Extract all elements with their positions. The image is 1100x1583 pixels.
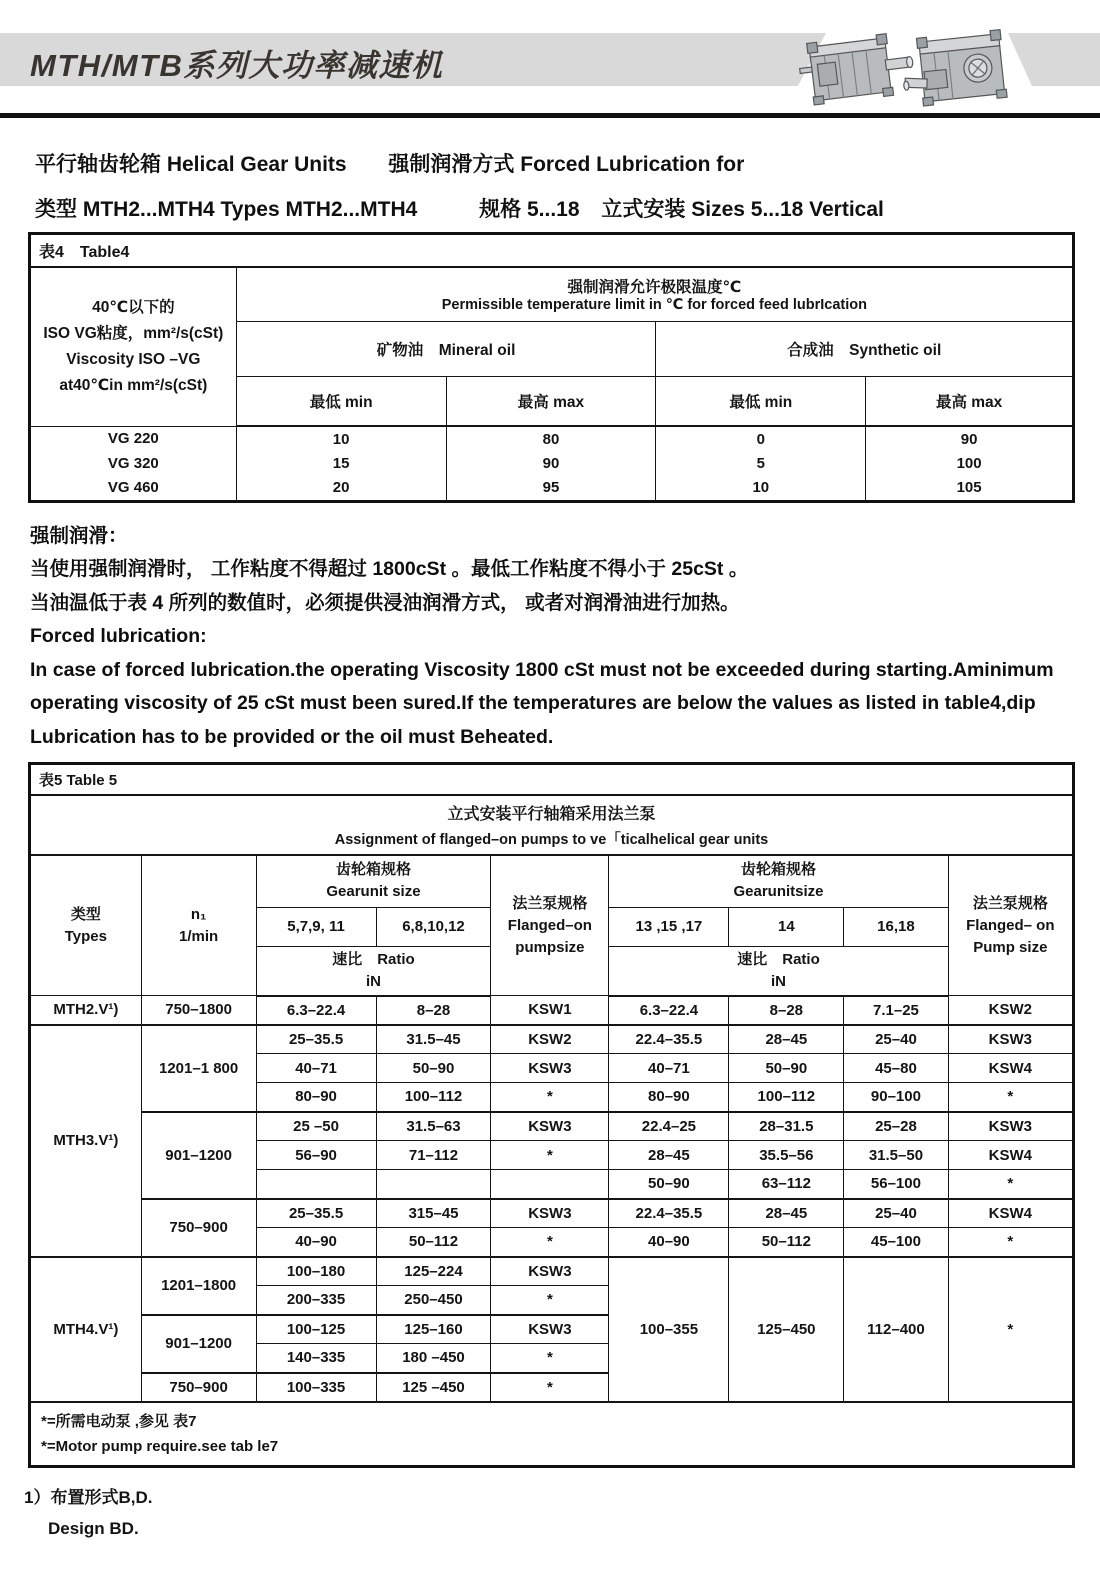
table5 xyxy=(28,762,1075,1468)
table-cell: * xyxy=(948,1228,1073,1257)
column-header: 5,7,9, 11 xyxy=(256,907,376,946)
note-zh-line: 当使用强制润滑时， 工作粘度不得超过 1800cSt 。最低工作粘度不得小于 25cSt 。 xyxy=(30,558,749,580)
table-cell: 112–400 xyxy=(844,1257,948,1402)
column-header: 最高 max xyxy=(446,376,656,426)
table-cell-text: 齿轮箱规格 xyxy=(741,861,817,879)
forced-lubrication-note xyxy=(30,520,1100,755)
table5-caption: 表5 Table 5 xyxy=(30,764,1074,796)
speed-cell: 901–1200 xyxy=(141,1315,256,1373)
table-cell: 125–450 xyxy=(729,1257,844,1402)
speed-cell: 1201–1 800 xyxy=(141,1025,256,1112)
table-cell-text: Flanged– on xyxy=(966,916,1055,934)
note-en-title: Forced lubrication: xyxy=(30,625,207,647)
table-cell: 100–112 xyxy=(376,1083,491,1112)
table-cell-text: iN xyxy=(365,972,381,990)
table-cell: * xyxy=(491,1083,609,1112)
table-cell: 90 xyxy=(446,451,656,476)
header-divider xyxy=(0,113,1100,118)
speed-cell: 901–1200 xyxy=(141,1112,256,1199)
table-cell: 50–90 xyxy=(376,1054,491,1083)
table-cell: KSW3 xyxy=(491,1199,609,1228)
table-cell-text: Gearunitsize xyxy=(733,883,824,901)
table-cell: 125–224 xyxy=(376,1257,491,1286)
table5-title-cell xyxy=(30,795,1074,855)
table-cell: KSW1 xyxy=(491,996,609,1025)
table-cell: * xyxy=(491,1373,609,1402)
table-cell: 28–45 xyxy=(609,1141,729,1170)
table-cell: 200–335 xyxy=(256,1286,376,1315)
table-cell: 22.4–25 xyxy=(609,1112,729,1141)
column-header: 16,18 xyxy=(844,907,948,946)
table-cell: 31.5–45 xyxy=(376,1025,491,1054)
intro-types-label: 类型 MTH2...MTH4 Types MTH2...MTH4 xyxy=(35,198,418,221)
column-header: 13 ,15 ,17 xyxy=(609,907,729,946)
table-cell: 90–100 xyxy=(844,1083,948,1112)
table-cell: KSW4 xyxy=(948,1054,1073,1083)
pump-size-column-header xyxy=(491,855,609,996)
table-cell: 10 xyxy=(236,426,446,451)
table-cell: 750–1800 xyxy=(141,996,256,1025)
table5-title-zh: 立式安装平行轴箱采用法兰泵 xyxy=(447,805,656,823)
gearunit-size-group-header xyxy=(609,855,948,907)
table-cell: 140–335 xyxy=(256,1344,376,1373)
table-cell: 7.1–25 xyxy=(844,996,948,1025)
viscosity-header-cell xyxy=(30,267,237,426)
ratio-header xyxy=(256,946,491,996)
table-cell: 100–180 xyxy=(256,1257,376,1286)
table-cell: 100–335 xyxy=(256,1373,376,1402)
note-en-line: Lubrication has to be provided or the oil must Beheated. xyxy=(30,725,554,748)
speed-cell: 750–900 xyxy=(141,1373,256,1402)
banner-stripe-right xyxy=(1008,33,1100,86)
table-cell: 28–31.5 xyxy=(729,1112,844,1141)
intro-sizes-label: 规格 5...18 xyxy=(479,198,580,221)
type-cell: MTH2.V¹) xyxy=(30,996,142,1025)
table4 xyxy=(28,232,1075,503)
design-footnote-en: Design BD. xyxy=(48,1518,139,1538)
table-cell-text: Gearunit size xyxy=(326,883,421,901)
table-cell-text: 40℃以下的 xyxy=(92,298,175,316)
column-header: 最低 min xyxy=(656,376,866,426)
table-cell: 80–90 xyxy=(609,1083,729,1112)
table-cell: 63–112 xyxy=(729,1170,844,1199)
table-cell: KSW2 xyxy=(948,996,1073,1025)
table-cell: 100–355 xyxy=(609,1257,729,1402)
table-cell: 31.5–63 xyxy=(376,1112,491,1141)
column-header: 6,8,10,12 xyxy=(376,907,491,946)
page-header xyxy=(0,0,1100,122)
intro-heading xyxy=(35,142,1100,232)
table-cell-text: 法兰泵规格 xyxy=(512,894,588,912)
table5-footnote-cell xyxy=(30,1402,1074,1467)
table-cell: * xyxy=(948,1083,1073,1112)
table-cell: 90 xyxy=(866,426,1074,451)
table-cell: 45–100 xyxy=(844,1228,948,1257)
speed-cell: 1201–1800 xyxy=(141,1257,256,1315)
types-column-header xyxy=(30,855,142,996)
column-header: 最低 min xyxy=(236,376,446,426)
mineral-oil-header-cell: 矿物油 Mineral oil xyxy=(236,321,656,376)
ratio-header xyxy=(609,946,948,996)
table-cell: 125 –450 xyxy=(376,1373,491,1402)
table-cell-text: Viscosity ISO –VG xyxy=(66,350,201,368)
type-cell: MTH3.V¹) xyxy=(30,1025,142,1257)
table-cell: 8–28 xyxy=(376,996,491,1025)
table-cell: 50–112 xyxy=(376,1228,491,1257)
table-cell: 105 xyxy=(866,476,1074,501)
table-row xyxy=(30,476,1074,501)
table-cell xyxy=(256,1170,376,1199)
table-row xyxy=(30,1112,1074,1141)
table-cell: 0 xyxy=(656,426,866,451)
gearbox-right-icon xyxy=(899,30,1007,108)
table5-footnote-en: *=Motor pump require.see tab le7 xyxy=(41,1437,279,1455)
note-zh-line: 当油温低于表 4 所列的数值时，必须提供浸油润滑方式， 或者对润滑油进行加热。 xyxy=(30,591,740,614)
table-cell: 40–90 xyxy=(256,1228,376,1257)
table-cell: KSW3 xyxy=(948,1025,1073,1054)
table-cell: KSW2 xyxy=(491,1025,609,1054)
table-row xyxy=(30,996,1074,1025)
table-cell: KSW3 xyxy=(948,1112,1073,1141)
table-cell: 56–90 xyxy=(256,1141,376,1170)
design-footnote xyxy=(24,1482,1100,1544)
table-cell: 100–125 xyxy=(256,1315,376,1344)
table-cell: * xyxy=(491,1344,609,1373)
table-cell: 80 xyxy=(446,426,656,451)
table-cell-text: 类型 xyxy=(70,905,101,923)
table-cell xyxy=(376,1170,491,1199)
table-row xyxy=(30,855,1074,907)
table-cell: VG 460 xyxy=(30,476,237,501)
table-row xyxy=(30,451,1074,476)
table-cell: * xyxy=(491,1228,609,1257)
speed-column-header xyxy=(141,855,256,996)
column-header: 14 xyxy=(729,907,844,946)
table-cell: 56–100 xyxy=(844,1170,948,1199)
table-cell-text: pumpsize xyxy=(515,938,585,956)
table-cell: KSW3 xyxy=(491,1315,609,1344)
table-cell: 6.3–22.4 xyxy=(256,996,376,1025)
table-cell: 25–40 xyxy=(844,1025,948,1054)
table-row xyxy=(30,426,1074,451)
table-cell: * xyxy=(491,1286,609,1315)
table-cell: 22.4–35.5 xyxy=(609,1025,729,1054)
table-cell: * xyxy=(948,1170,1073,1199)
table-cell: KSW3 xyxy=(491,1257,609,1286)
table-cell: 31.5–50 xyxy=(844,1141,948,1170)
table5-title-en: Assignment of flanged–on pumps to ve「ticalhelical gear units xyxy=(334,831,769,848)
table-cell: 100 xyxy=(866,451,1074,476)
table-cell: * xyxy=(491,1141,609,1170)
table-cell: 95 xyxy=(446,476,656,501)
table-cell: 8–28 xyxy=(729,996,844,1025)
table-cell: 40–90 xyxy=(609,1228,729,1257)
table-cell-text: Types xyxy=(64,927,107,945)
note-en-line: In case of forced lubrication.the operating Viscosity 1800 cSt must not be exceeded during starting.Aminimum xyxy=(30,658,1054,681)
table-cell: 22.4–35.5 xyxy=(609,1199,729,1228)
gearbox-left-icon xyxy=(798,31,916,106)
gearunit-size-group-header xyxy=(256,855,491,907)
intro-units-label: 平行轴齿轮箱 Helical Gear Units xyxy=(35,153,347,176)
gearbox-illustration xyxy=(798,22,1016,112)
table-cell-text: 速比 Ratio xyxy=(737,950,820,968)
speed-cell: 750–900 xyxy=(141,1199,256,1257)
table-cell-text: 1/min xyxy=(179,927,219,945)
table-cell: 6.3–22.4 xyxy=(609,996,729,1025)
table-cell: VG 320 xyxy=(30,451,237,476)
intro-lubrication-label: 强制润滑方式 Forced Lubrication for xyxy=(388,153,745,176)
table-row xyxy=(30,1257,1074,1286)
table-cell: 15 xyxy=(236,451,446,476)
intro-line-2 xyxy=(35,187,1100,232)
table-cell: 50–112 xyxy=(729,1228,844,1257)
table-cell-text: Flanged–on xyxy=(507,916,592,934)
intro-line-1 xyxy=(35,142,1100,187)
table-cell-text: n₁ xyxy=(190,905,207,923)
table-cell: KSW3 xyxy=(491,1112,609,1141)
table-cell-text: ISO VG粘度，mm²/s(cSt) xyxy=(43,324,224,342)
synthetic-oil-header-cell: 合成油 Synthetic oil xyxy=(656,321,1074,376)
table-row xyxy=(30,795,1074,855)
table-cell: 250–450 xyxy=(376,1286,491,1315)
table-row xyxy=(30,764,1074,796)
table-row xyxy=(30,234,1074,268)
table-cell: 125–160 xyxy=(376,1315,491,1344)
table-cell: KSW4 xyxy=(948,1141,1073,1170)
table-cell: 315–45 xyxy=(376,1199,491,1228)
table5-footnote-zh: *=所需电动泵 ,参见 表7 xyxy=(41,1412,197,1430)
table-cell-text: 强制润滑允许极限温度℃ xyxy=(567,279,742,297)
page-title: MTH/MTB系列大功率减速机 xyxy=(30,48,444,83)
table-cell-text: 法兰泵规格 xyxy=(972,894,1048,912)
temp-limit-header-cell xyxy=(236,267,1073,321)
table-cell: 25–35.5 xyxy=(256,1199,376,1228)
table-cell-text: 齿轮箱规格 xyxy=(335,861,411,879)
table-row xyxy=(30,267,1074,321)
design-footnote-zh: 1）布置形式B,D. xyxy=(24,1487,153,1507)
table-cell: 40–71 xyxy=(256,1054,376,1083)
table-cell-text: Permissible temperature limit in ℃ for forced feed lubrIcation xyxy=(441,297,867,314)
table-cell-text: at40℃in mm²/s(cSt) xyxy=(59,376,208,394)
table-cell: 50–90 xyxy=(609,1170,729,1199)
table-row xyxy=(30,1402,1074,1467)
table-cell: 25–28 xyxy=(844,1112,948,1141)
table-cell: 100–112 xyxy=(729,1083,844,1112)
table-row xyxy=(30,1025,1074,1054)
table4-caption: 表4 Table4 xyxy=(30,234,1074,268)
intro-vertical-label: 立式安装 Sizes 5...18 Vertical xyxy=(601,198,884,221)
table-cell: 25 –50 xyxy=(256,1112,376,1141)
table-cell: 28–45 xyxy=(729,1199,844,1228)
pump-size-column-header xyxy=(948,855,1073,996)
table-cell: 25–35.5 xyxy=(256,1025,376,1054)
table-cell: 40–71 xyxy=(609,1054,729,1083)
table-cell-text: Pump size xyxy=(973,938,1048,956)
note-zh-title: 强制润滑： xyxy=(30,524,128,547)
table-cell: 50–90 xyxy=(729,1054,844,1083)
table-cell: 10 xyxy=(656,476,866,501)
table-cell: 80–90 xyxy=(256,1083,376,1112)
column-header: 最高 max xyxy=(866,376,1074,426)
table-cell: 25–40 xyxy=(844,1199,948,1228)
table-cell: 45–80 xyxy=(844,1054,948,1083)
note-en-line: operating viscosity of 25 cSt must been sured.If the temperatures are below the values as listed in table4,dip xyxy=(30,692,1036,714)
table-cell: VG 220 xyxy=(30,426,237,451)
table-cell: 5 xyxy=(656,451,866,476)
table-cell-text: 速比 Ratio xyxy=(332,950,415,968)
table-row xyxy=(30,1199,1074,1228)
table-cell: 28–45 xyxy=(729,1025,844,1054)
table-cell: KSW3 xyxy=(491,1054,609,1083)
type-cell: MTH4.V¹) xyxy=(30,1257,142,1402)
table-cell: 71–112 xyxy=(376,1141,491,1170)
table-cell: 20 xyxy=(236,476,446,501)
table-cell xyxy=(491,1170,609,1199)
table-cell: * xyxy=(948,1257,1073,1402)
table-cell: KSW4 xyxy=(948,1199,1073,1228)
table-cell: 35.5–56 xyxy=(729,1141,844,1170)
table-cell-text: iN xyxy=(771,972,786,990)
table-cell: 180 –450 xyxy=(376,1344,491,1373)
